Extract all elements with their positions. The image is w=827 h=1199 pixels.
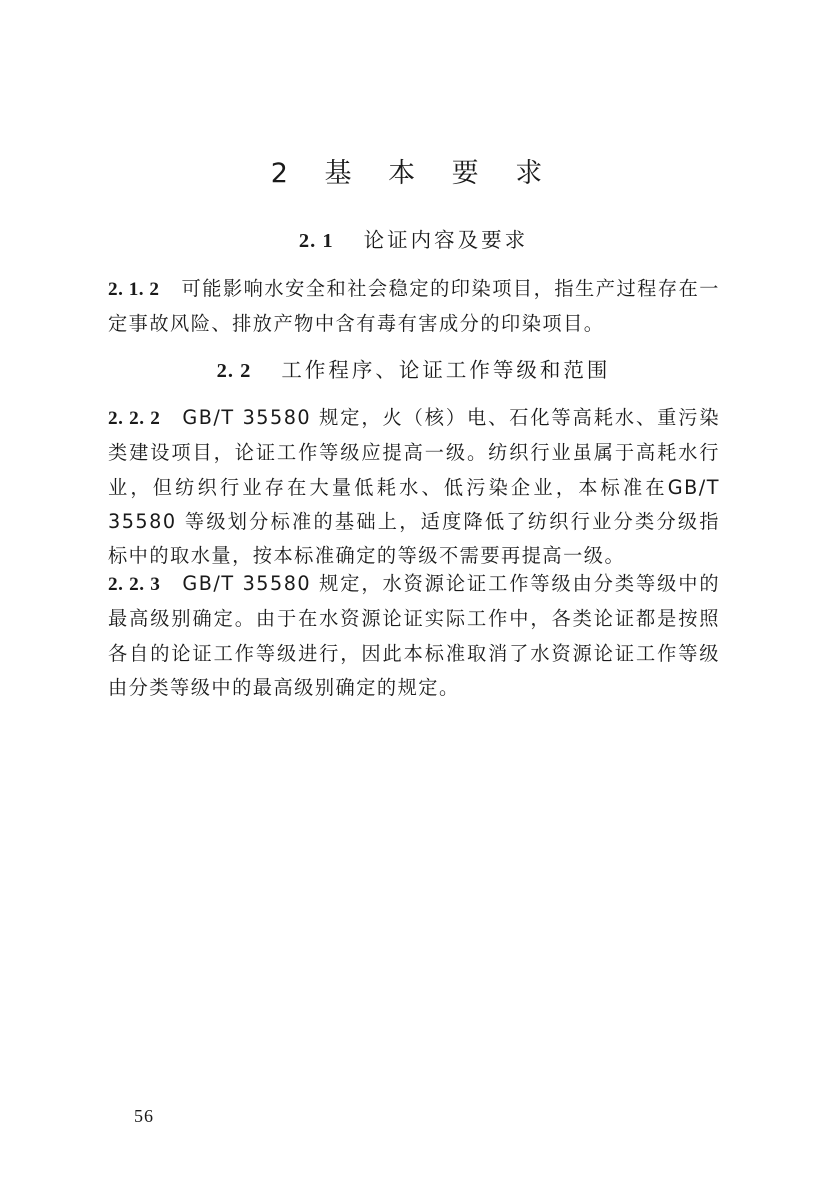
section-number: 2. 1 [298, 230, 334, 252]
clause-number: 2. 2. 3 [108, 574, 161, 595]
chapter-title [0, 154, 827, 194]
clause-2-2-3 [108, 567, 720, 705]
clause-2-2-2 [108, 401, 720, 573]
clause-text: 可能影响水安全和社会稳定的印染项目，指生产过程存在一定事故风险、排放产物中含有毒有害成分的印染项目。 [108, 277, 720, 336]
page-number: 56 [134, 1106, 154, 1126]
section-title-text: 论证内容及要求 [363, 228, 529, 252]
clause-text: GB/T 35580 规定，火（核）电、石化等高耗水、重污染类建设项目，论证工作等级应提高一级。纺织行业虽属于高耗水行业，但纺织行业存在大量低耗水、低污染企业，本标准在GB/T 35580 等级划分标准的基础上，适度降低了纺织行业分类分级指标中的取水量，按本标准确定的等级不需要再提高一级。 [108, 406, 721, 568]
section-number: 2. 2 [216, 360, 252, 382]
clause-number: 2. 1. 2 [108, 279, 160, 300]
section-title-text: 工作程序、论证工作等级和范围 [281, 358, 611, 382]
section-heading-2-2 [0, 355, 827, 386]
clause-number: 2. 2. 2 [108, 408, 161, 429]
clause-text: GB/T 35580 规定，水资源论证工作等级由分类等级中的最高级别确定。由于在水资源论证实际工作中，各类论证都是按照各自的论证工作等级进行，因此本标准取消了水资源论证工作等级由分类等级中的最高级别确定的规定。 [108, 572, 721, 699]
clause-2-1-2 [108, 272, 720, 342]
chapter-title-text: 基 本 要 求 [324, 158, 557, 189]
section-heading-2-1 [0, 225, 827, 256]
chapter-number: 2 [270, 158, 302, 189]
